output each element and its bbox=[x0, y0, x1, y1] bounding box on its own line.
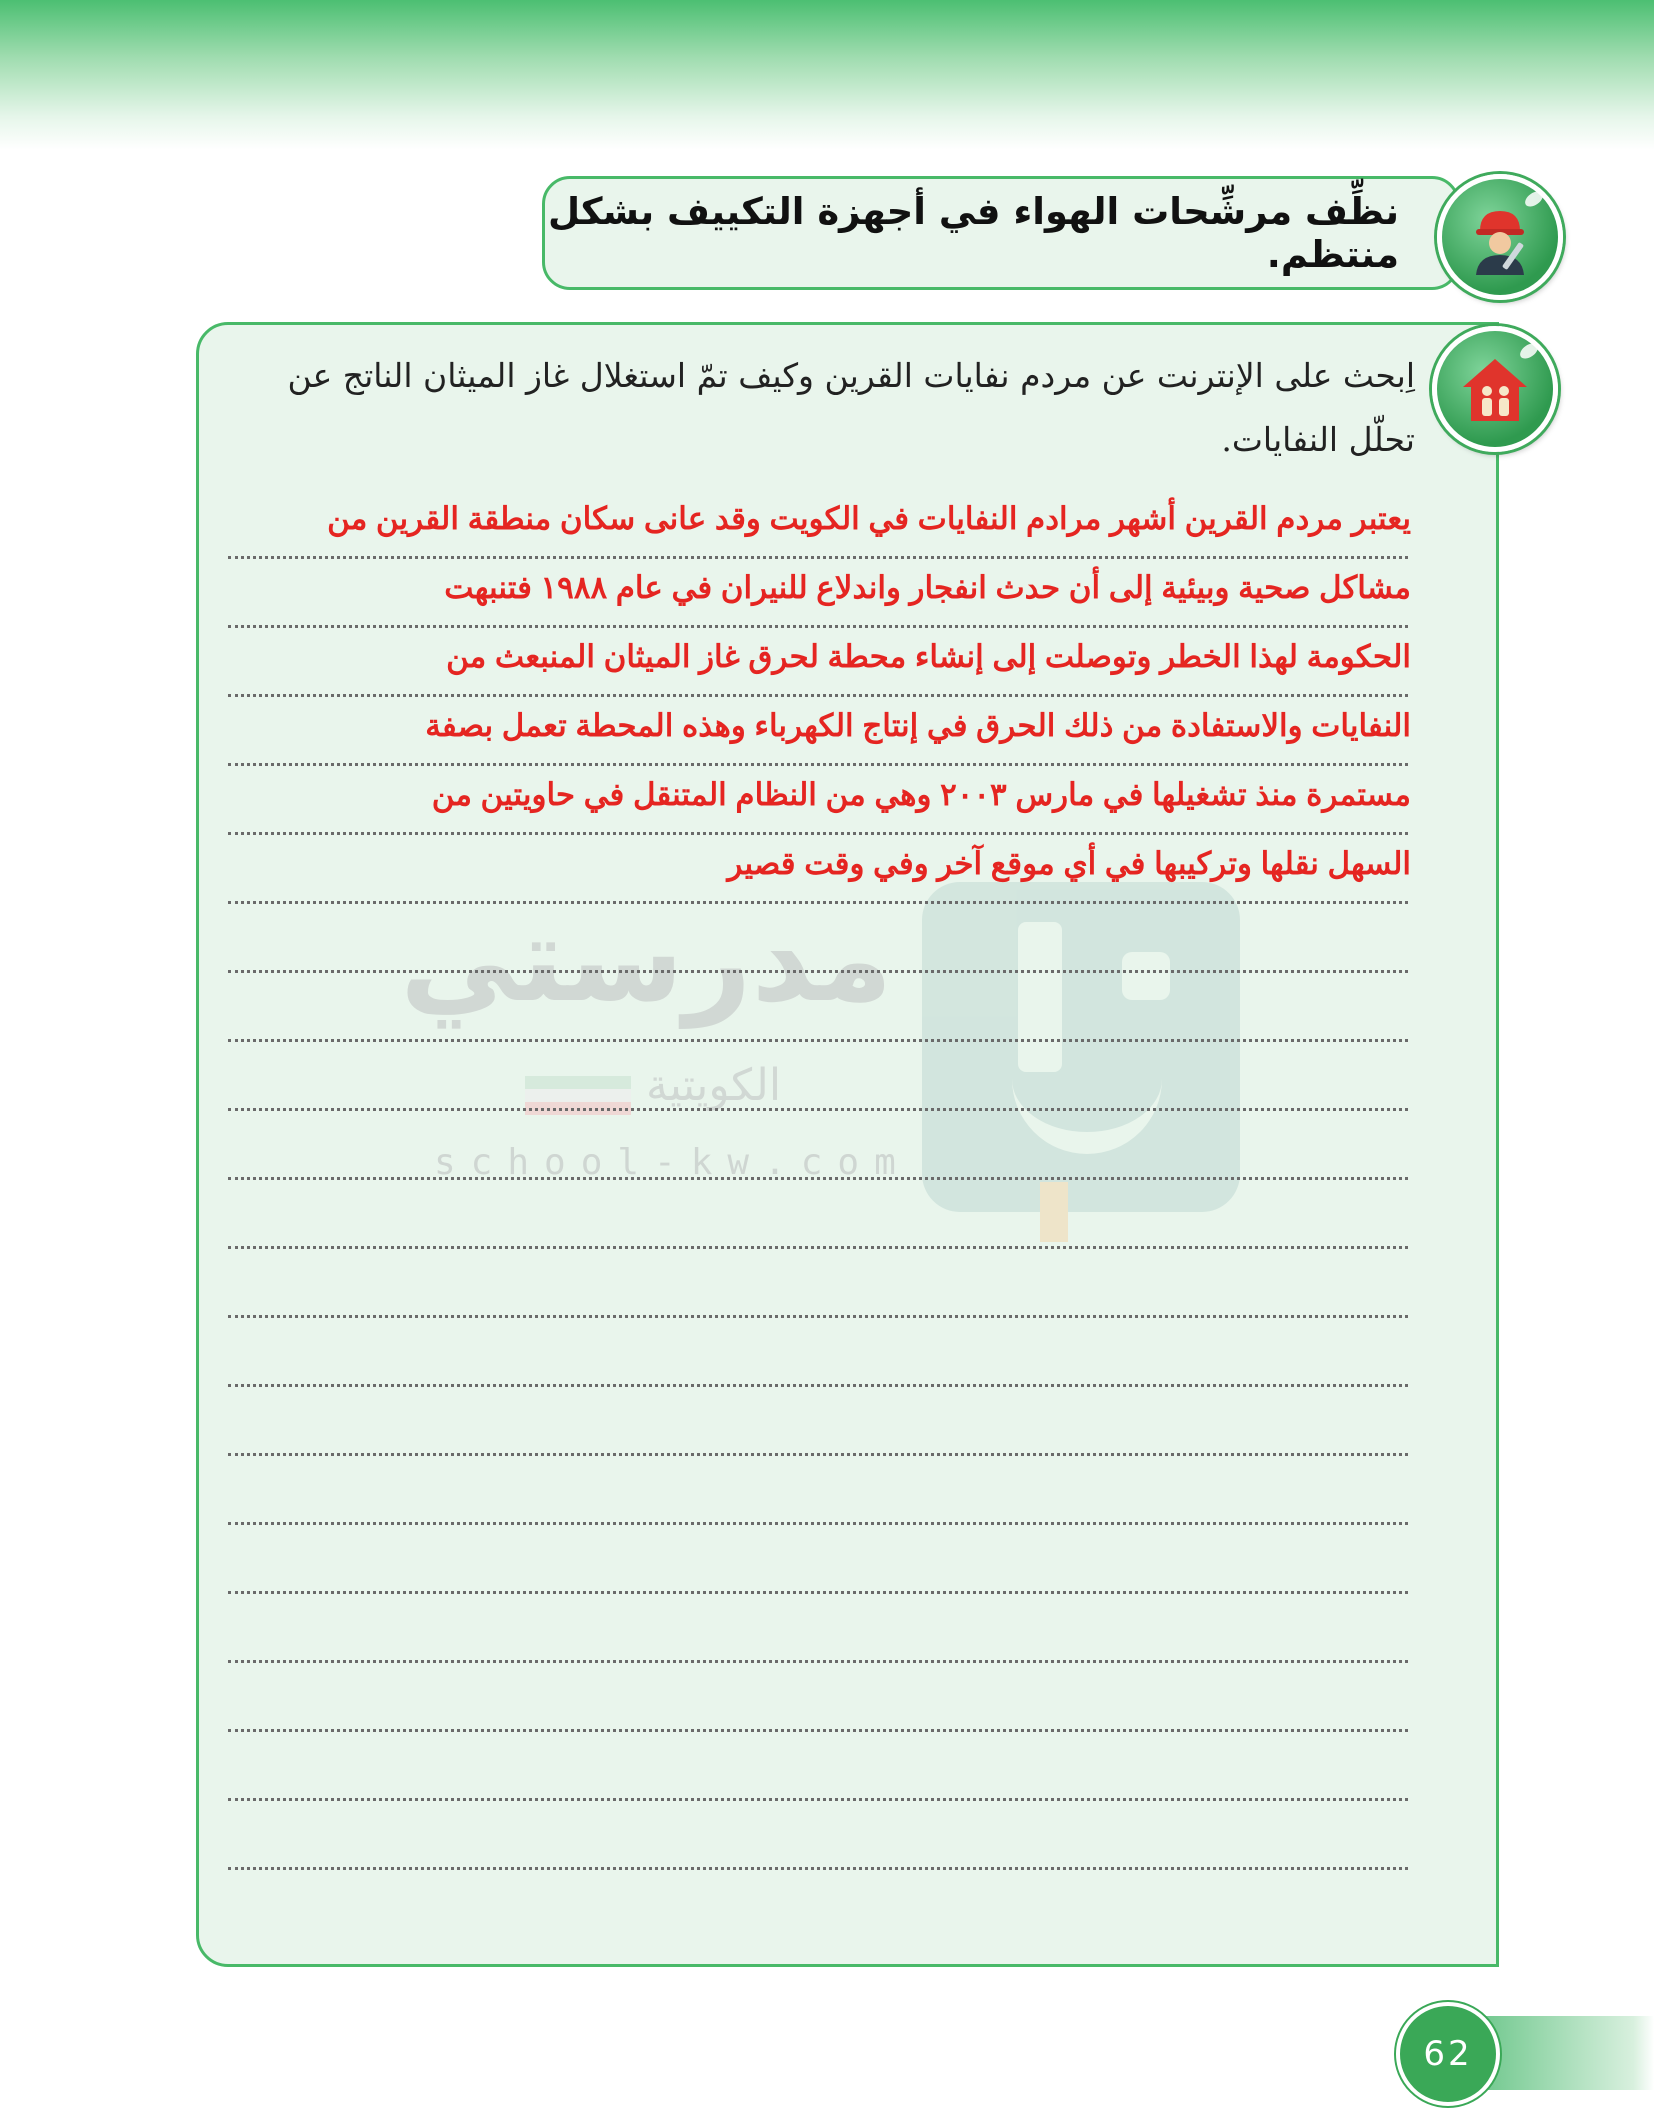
writing-line bbox=[228, 1525, 1408, 1594]
writing-line bbox=[228, 1456, 1408, 1525]
writing-line bbox=[228, 1111, 1408, 1180]
writing-line bbox=[228, 973, 1408, 1042]
answer-line: النفايات والاستفادة من ذلك الحرق في إنتاج الكهرباء وهذه المحطة تعمل بصفة bbox=[425, 708, 1411, 743]
writing-line bbox=[228, 1180, 1408, 1249]
writing-line bbox=[228, 1801, 1408, 1870]
tip-banner bbox=[542, 176, 1460, 290]
writing-line bbox=[228, 904, 1408, 973]
tip-text: نظِّف مرشِّحات الهواء في أجهزة التكييف بشكل منتظم. bbox=[548, 190, 1399, 276]
writing-line bbox=[228, 1249, 1408, 1318]
worker-cleaning-icon bbox=[1437, 174, 1563, 300]
writing-line bbox=[228, 1732, 1408, 1801]
writing-line bbox=[228, 1318, 1408, 1387]
page-number-badge bbox=[1396, 2002, 1500, 2106]
watermark-name: مدرستي bbox=[400, 890, 893, 1028]
answer-line: الحكومة لهذا الخطر وتوصلت إلى إنشاء محطة لحرق غاز الميثان المنبعث من bbox=[446, 639, 1411, 674]
answer-text bbox=[196, 484, 1411, 898]
writing-line bbox=[228, 1663, 1408, 1732]
writing-line bbox=[228, 1042, 1408, 1111]
page-number: 62 bbox=[1423, 2034, 1473, 2074]
answer-line: مستمرة منذ تشغيلها في مارس ٢٠٠٣ وهي من النظام المتنقل في حاويتين من bbox=[431, 777, 1411, 812]
answer-line: السهل نقلها وتركيبها في أي موقع آخر وفي وقت قصير bbox=[727, 846, 1411, 881]
top-banner bbox=[0, 0, 1654, 150]
watermark-url: school-kw.com bbox=[434, 1142, 911, 1183]
task-prompt: اِبحث على الإنترنت عن مردم نفايات القرين وكيف تمّ استغلال غاز الميثان الناتج عن تحلّل النفايات. bbox=[287, 356, 1415, 459]
answer-line: مشاكل صحية وبيئية إلى أن حدث انفجار واندلاع للنيران في عام ١٩٨٨ فتنبهت bbox=[444, 570, 1411, 605]
answer-line: يعتبر مردم القرين أشهر مرادم النفايات في الكويت وقد عانى سكان منطقة القرين من bbox=[327, 501, 1411, 536]
family-home-icon bbox=[1432, 326, 1558, 452]
writing-line bbox=[228, 1594, 1408, 1663]
writing-line bbox=[228, 1387, 1408, 1456]
watermark-subtitle: الكويتية bbox=[646, 1060, 782, 1111]
